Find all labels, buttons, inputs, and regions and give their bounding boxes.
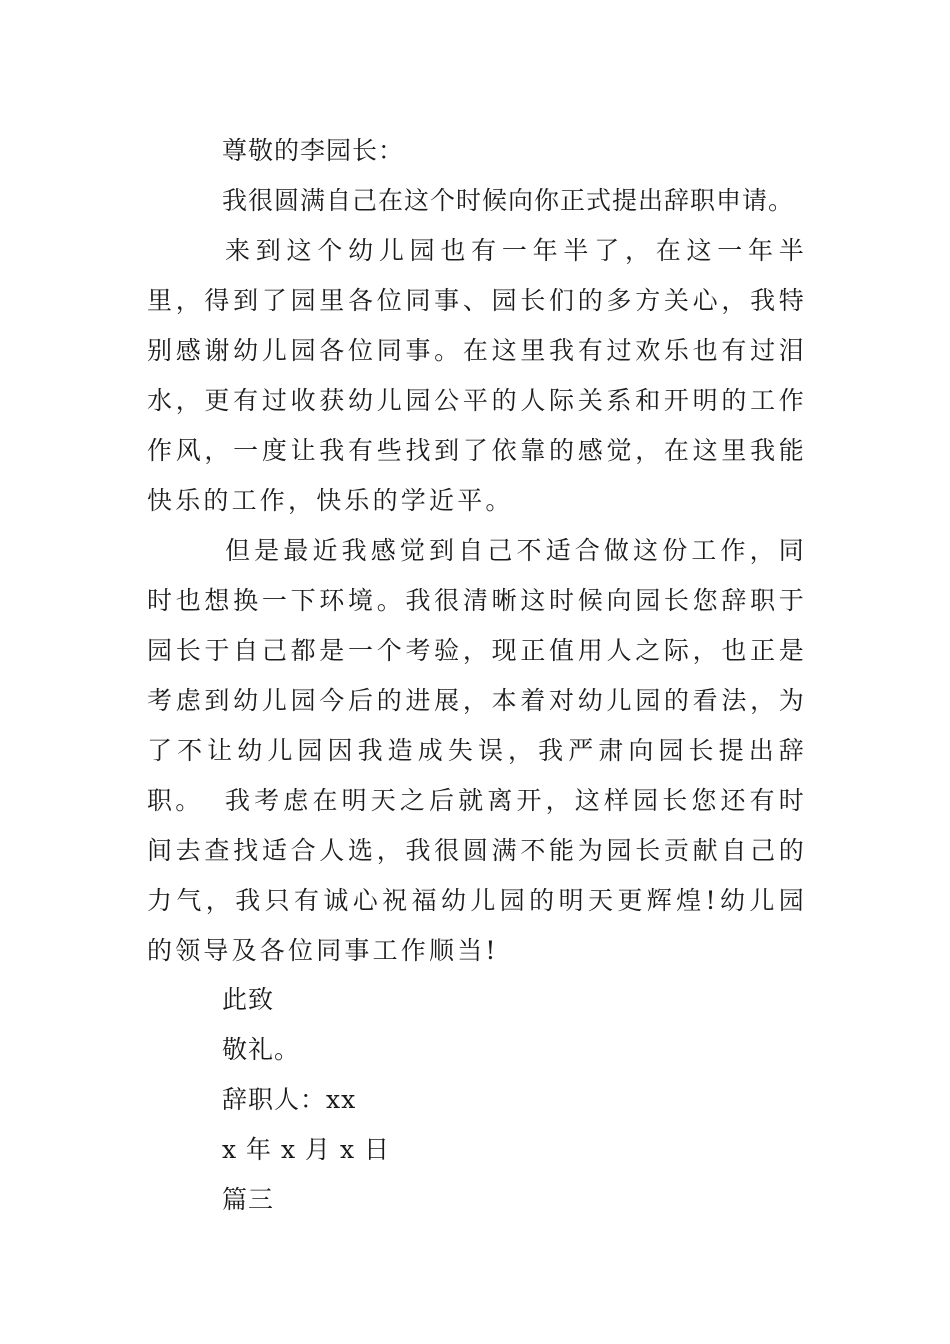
next-section-heading: 篇三 bbox=[222, 1185, 275, 1214]
date-line: x 年 x 月 x 日 bbox=[222, 1135, 391, 1164]
opening-line: 我很圆满自己在这个时候向你正式提出辞职申请。 bbox=[222, 186, 795, 215]
signature-line: 辞职人：xx bbox=[222, 1085, 357, 1114]
body-paragraph-2: 但是最近我感觉到自己不适合做这份工作，同时也想换一下环境。我很清晰这时候向园长您辞职于园长于自己都是一个考验，现正值用人之际，也正是考虑到幼儿园今后的进展，本着对幼儿园的看法，为了不让幼儿园因我造成失误，我严肃向园长提出辞职。 bbox=[147, 536, 807, 815]
body-paragraph-3: 我考虑在明天之后就离开，这样园长您还有时间去查找适合人选，我很圆满不能为园长贡献自己的力气，我只有诚心祝福幼儿园的明天更辉煌!幼儿园的领导及各位同事工作顺当! bbox=[147, 786, 807, 965]
closing-line-2: 敬礼。 bbox=[222, 1035, 301, 1064]
closing-line-1: 此致 bbox=[222, 985, 275, 1014]
salutation: 尊敬的李园长： bbox=[222, 136, 405, 165]
body-paragraph-1: 来到这个幼儿园也有一年半了，在这一年半里，得到了园里各位同事、园长们的多方关心，我特别感谢幼儿园各位同事。在这里我有过欢乐也有过泪水，更有过收获幼儿园公平的人际关系和开明的工作作风，一度让我有些找到了依靠的感觉，在这里我能快乐的工作，快乐的学近平。 bbox=[147, 236, 807, 515]
